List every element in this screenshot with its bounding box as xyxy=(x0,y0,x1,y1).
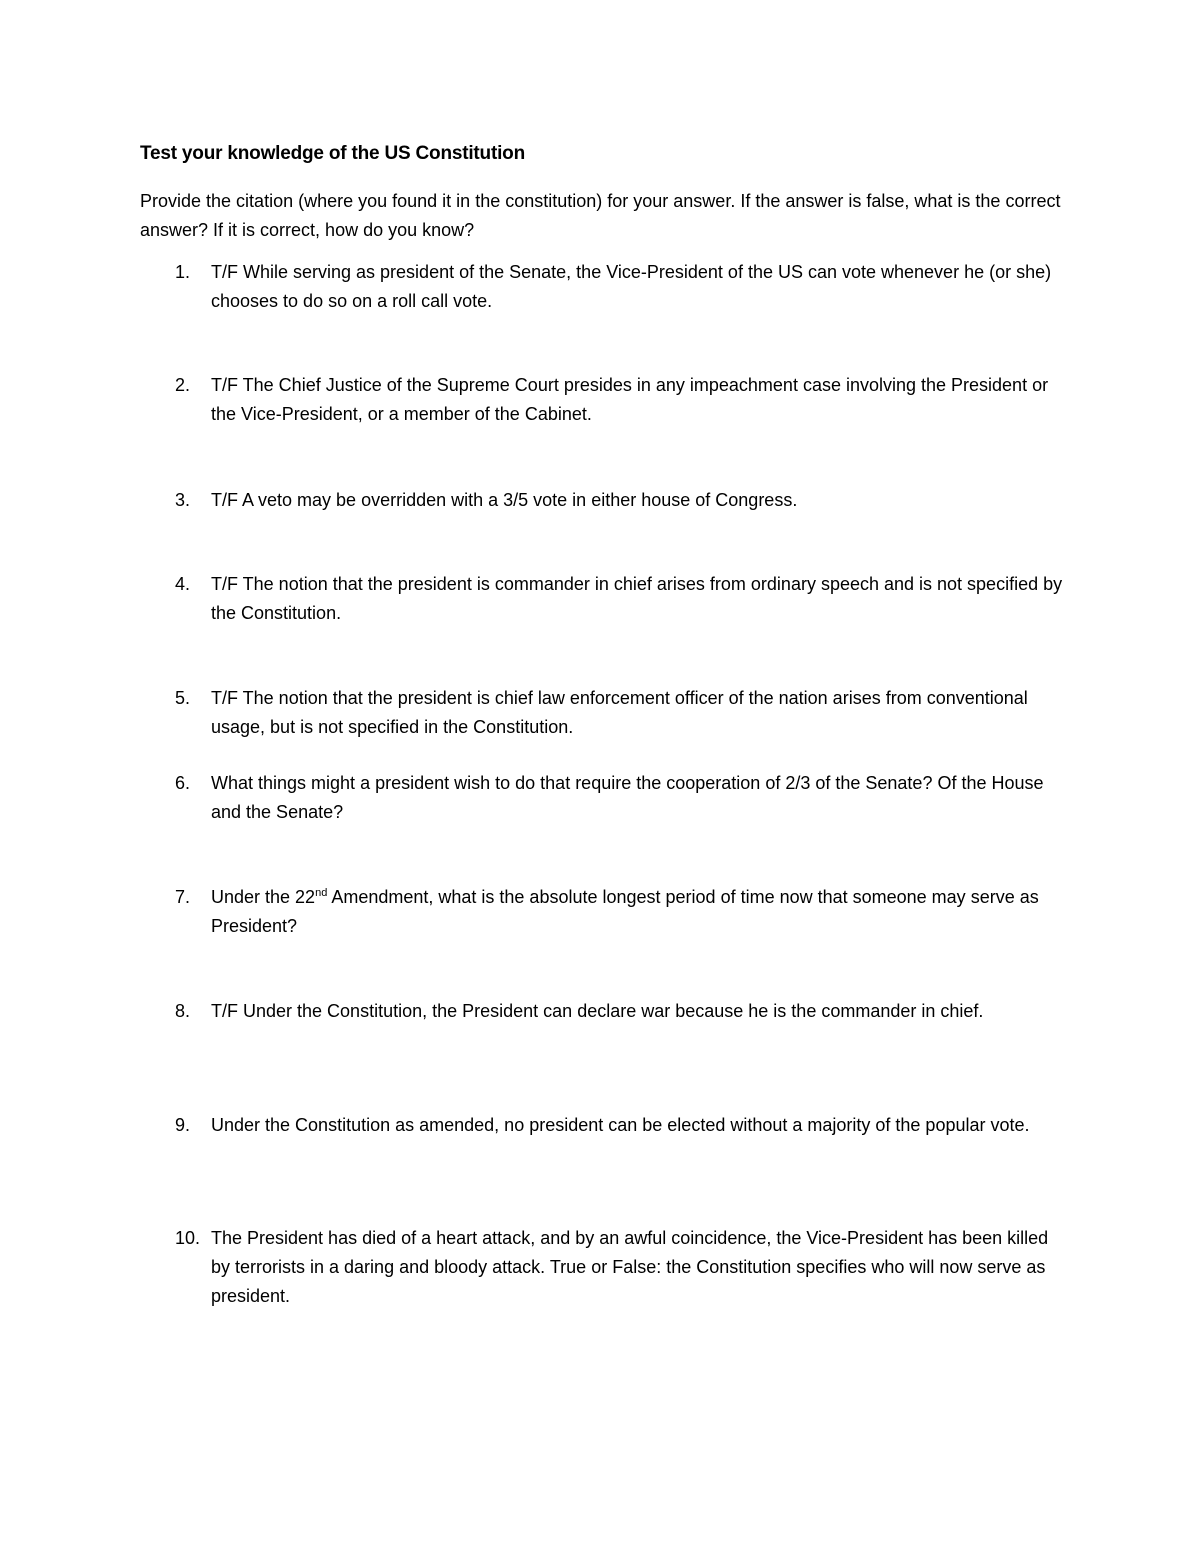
question-text: T/F Under the Constitution, the President can declare war because he is the commander in chief. xyxy=(211,1001,984,1021)
question-text: T/F A veto may be overridden with a 3/5 vote in either house of Congress. xyxy=(211,490,798,510)
question-text: Under the Constitution as amended, no president can be elected without a majority of the popular vote. xyxy=(211,1115,1030,1135)
question-text: T/F The notion that the president is chief law enforcement officer of the nation arises from conventional usage, but is not specified in the Constitution. xyxy=(211,688,1028,737)
question-text: The President has died of a heart attack, and by an awful coincidence, the Vice-President has been killed by terrorists in a daring and bloody attack. True or False: the Constitution specifies who will now serve as president. xyxy=(211,1228,1049,1306)
question-item xyxy=(140,883,1070,941)
question-item xyxy=(140,997,1070,1026)
ordinal-suffix: nd xyxy=(315,887,328,899)
question-item xyxy=(140,570,1070,628)
question-text xyxy=(211,883,1070,941)
question-text: T/F The Chief Justice of the Supreme Court presides in any impeachment case involving the President or the Vice-President, or a member of the Cabinet. xyxy=(211,375,1049,424)
instructions-paragraph: Provide the citation (where you found it in the constitution) for your answer. If the answer is false, what is the correct answer? If it is correct, how do you know? xyxy=(140,191,1061,240)
question-text: T/F While serving as president of the Senate, the Vice-President of the US can vote whenever he (or she) chooses to do so on a roll call vote. xyxy=(211,262,1052,311)
question-number: 8. xyxy=(175,1001,191,1021)
question-number: 6. xyxy=(175,773,191,793)
page-title: Test your knowledge of the US Constitution xyxy=(140,143,525,164)
question-item xyxy=(140,486,1070,515)
question-item xyxy=(140,684,1070,742)
question-number: 1. xyxy=(175,262,191,282)
question-number: 7. xyxy=(175,887,191,907)
question-text-before: Under the 22 xyxy=(211,887,316,907)
question-item xyxy=(140,371,1070,429)
question-item xyxy=(140,258,1070,316)
question-number: 2. xyxy=(175,375,191,395)
question-item xyxy=(140,769,1070,827)
question-number: 3. xyxy=(175,490,191,510)
question-text: T/F The notion that the president is commander in chief arises from ordinary speech and is not specified by the Constitution. xyxy=(211,574,1063,623)
question-text-after: Amendment, what is the absolute longest period of time now that someone may serve as President? xyxy=(211,887,1039,936)
question-item xyxy=(140,1224,1070,1311)
question-text: What things might a president wish to do that require the cooperation of 2/3 of the Senate? Of the House and the Senate? xyxy=(211,773,1044,822)
question-number: 10. xyxy=(175,1228,201,1248)
question-number: 4. xyxy=(175,574,191,594)
question-item xyxy=(140,1111,1070,1140)
question-number: 5. xyxy=(175,688,191,708)
question-number: 9. xyxy=(175,1115,191,1135)
